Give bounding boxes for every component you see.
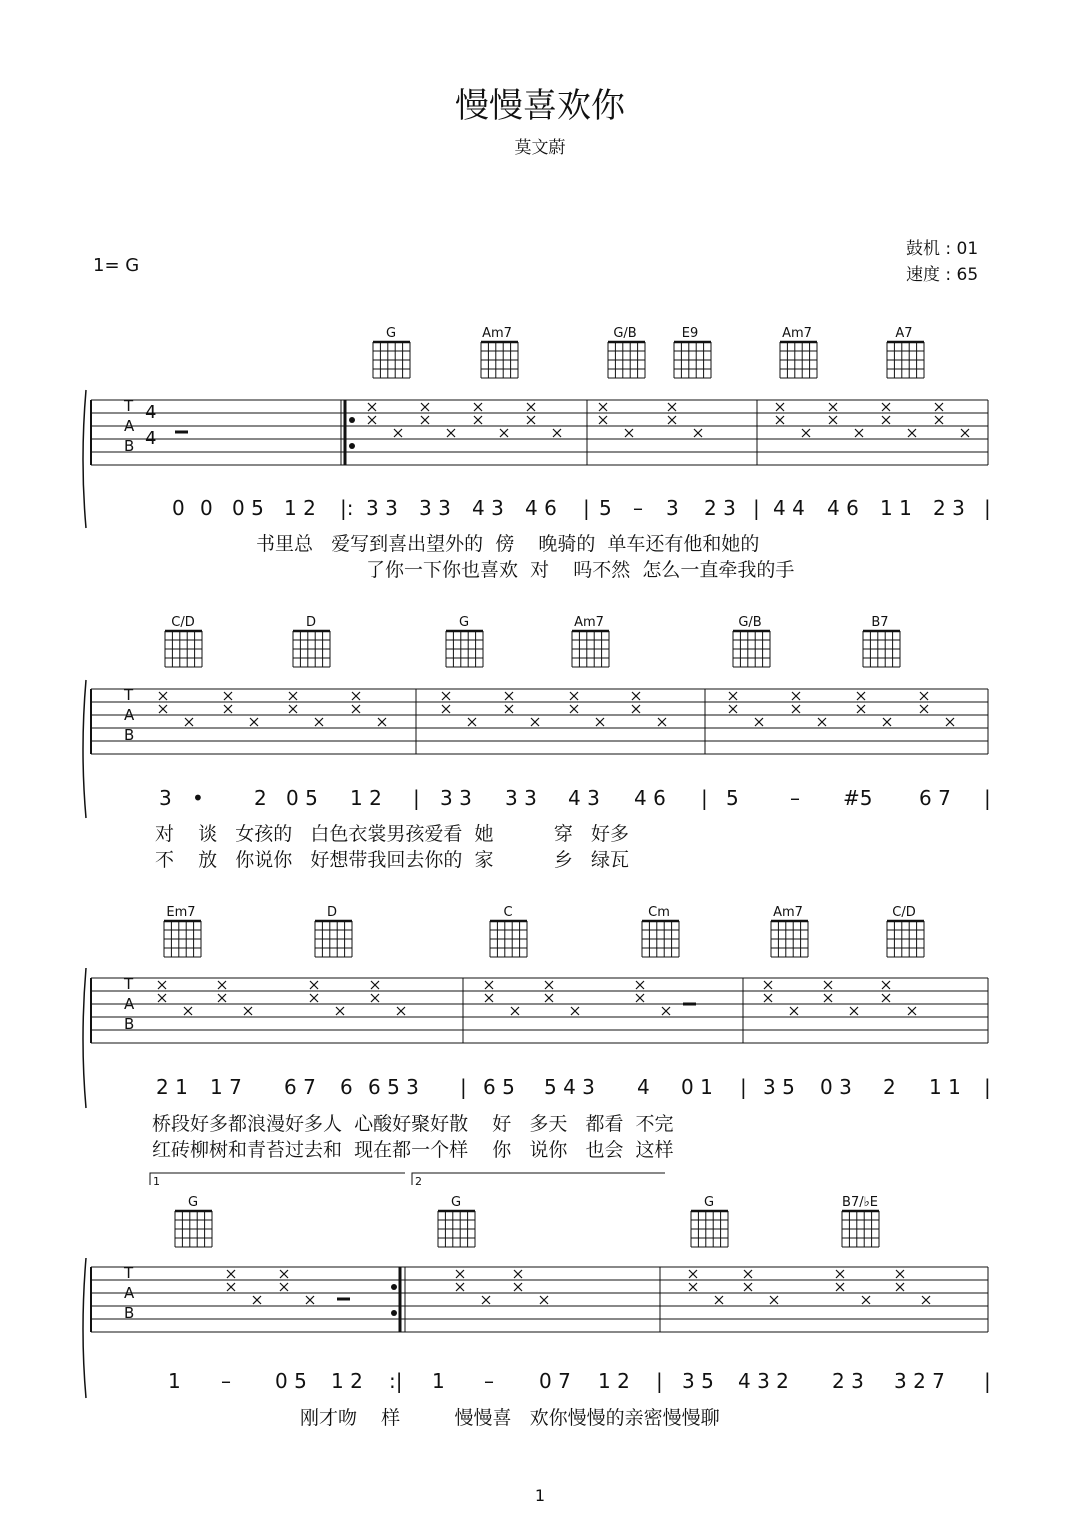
tab-letter-t: T xyxy=(124,975,134,993)
notation-measure: 2 3 xyxy=(933,496,965,520)
strum-x-mark xyxy=(882,981,890,989)
strum-x-mark xyxy=(159,705,167,713)
strum-x-mark xyxy=(792,692,800,700)
notation-measure: 1 2 xyxy=(598,1369,630,1393)
artist-name: 莫文蔚 xyxy=(514,138,566,158)
strum-x-mark xyxy=(824,994,832,1002)
page-number: 1 xyxy=(534,1486,546,1505)
strum-x-mark xyxy=(570,705,578,713)
lyrics-line: 书里总 爱写到喜出望外的 傍 晚骑的 单车还有他和她的 xyxy=(256,533,760,555)
strum-x-mark xyxy=(922,1296,930,1304)
strum-x-mark xyxy=(485,994,493,1002)
notation-measure: 4 xyxy=(637,1075,650,1099)
strum-x-mark xyxy=(218,994,226,1002)
notation-barline: | xyxy=(413,786,420,810)
notation-measure: 2 1 xyxy=(156,1075,188,1099)
notation-measure: 2 xyxy=(254,786,267,810)
notation-measure: 1 2 xyxy=(331,1369,363,1393)
strum-x-mark xyxy=(764,981,772,989)
strum-x-mark xyxy=(500,429,508,437)
volta-1-label: 1 xyxy=(153,1175,160,1188)
notation-measure: 0 1 xyxy=(681,1075,713,1099)
lyrics-line: 了你一下你也喜欢 对 吗不然 怎么一直牵我的手 xyxy=(366,559,795,581)
strum-x-mark xyxy=(511,1007,519,1015)
chord-diagram-grid xyxy=(490,921,527,957)
chord-name: Am7 xyxy=(482,326,512,341)
volta-2-label: 2 xyxy=(415,1175,422,1188)
chord-name: G xyxy=(458,615,470,630)
chord-diagram-grid xyxy=(642,921,679,957)
strum-x-mark xyxy=(158,994,166,1002)
notation-measure: 3 3 xyxy=(505,786,537,810)
notation-measure: 6 5 3 xyxy=(368,1075,419,1099)
strum-x-mark xyxy=(850,1007,858,1015)
strum-x-mark xyxy=(474,403,482,411)
tempo-label: 速度 : 65 xyxy=(906,265,979,285)
chord-name: Em7 xyxy=(166,905,196,920)
song-title: 慢慢喜欢你 xyxy=(455,86,625,126)
strum-x-mark xyxy=(280,1270,288,1278)
notation-measure: 4 3 2 xyxy=(738,1369,789,1393)
strum-x-mark xyxy=(862,1296,870,1304)
strum-x-mark xyxy=(368,416,376,424)
strum-x-mark xyxy=(378,718,386,726)
tab-letter-a: A xyxy=(124,706,135,724)
strum-x-mark xyxy=(527,416,535,424)
strum-x-mark xyxy=(668,403,676,411)
chord-diagram-grid xyxy=(863,631,900,667)
notation-measure: 0 5 xyxy=(275,1369,307,1393)
notation-measure: 4 4 xyxy=(773,496,805,520)
notation-barline: | xyxy=(753,496,760,520)
strum-x-mark xyxy=(836,1283,844,1291)
notation-barline: | xyxy=(984,1075,991,1099)
strum-x-mark xyxy=(599,416,607,424)
notation-measure: 5 xyxy=(599,496,612,520)
strum-x-mark xyxy=(421,416,429,424)
strum-x-mark xyxy=(336,1007,344,1015)
notation-measure: 6 7 xyxy=(284,1075,316,1099)
notation-barline: | xyxy=(701,786,708,810)
notation-measure: 0 xyxy=(172,496,185,520)
strum-x-mark xyxy=(158,981,166,989)
strum-x-mark xyxy=(625,429,633,437)
notation-measure: 0 xyxy=(200,496,213,520)
strum-x-mark xyxy=(836,1270,844,1278)
notation-measure: 3 xyxy=(666,496,679,520)
strum-x-mark xyxy=(540,1296,548,1304)
notation-measure: 5 xyxy=(726,786,739,810)
lyrics-line: 桥段好多都浪漫好多人 心酸好聚好散 好 多天 都看 不完 xyxy=(152,1113,674,1135)
strum-x-mark xyxy=(920,692,928,700)
notation-measure: 0 5 xyxy=(286,786,318,810)
lyrics-line: 对 谈 女孩的 白色衣裳男孩爱看 她 穿 好多 xyxy=(155,823,629,845)
strum-x-mark xyxy=(371,981,379,989)
notation-measure: 1 1 xyxy=(880,496,912,520)
notation-measure: 1 xyxy=(168,1369,181,1393)
lyrics-line: 刚才吻 样 慢慢喜 欢你慢慢的亲密慢慢聊 xyxy=(300,1407,720,1429)
strum-x-mark xyxy=(855,429,863,437)
strum-x-mark xyxy=(599,403,607,411)
notation-measure: 3 3 xyxy=(440,786,472,810)
chord-name: B7/♭E xyxy=(842,1195,878,1210)
strum-x-mark xyxy=(802,429,810,437)
tab-letter-a: A xyxy=(124,417,135,435)
strum-x-mark xyxy=(658,718,666,726)
chord-name: Am7 xyxy=(574,615,604,630)
chord-diagram-grid xyxy=(842,1211,879,1247)
tab-letter-t: T xyxy=(124,686,134,704)
strum-x-mark xyxy=(289,692,297,700)
notation-barline: | xyxy=(984,496,991,520)
strum-x-mark xyxy=(596,718,604,726)
lyrics-line: 红砖柳树和青苔过去和 现在都一个样 你 说你 也会 这样 xyxy=(152,1139,674,1161)
strum-x-mark xyxy=(514,1270,522,1278)
drum-machine-label: 鼓机 : 01 xyxy=(906,239,979,259)
notation-measure: 2 3 xyxy=(832,1369,864,1393)
strum-x-mark xyxy=(790,1007,798,1015)
notation-barline: | xyxy=(460,1075,467,1099)
strum-x-mark xyxy=(545,994,553,1002)
notation-measure: 6 7 xyxy=(919,786,951,810)
chord-diagram-grid xyxy=(446,631,483,667)
strum-x-mark xyxy=(818,718,826,726)
strum-x-mark xyxy=(394,429,402,437)
strum-x-mark xyxy=(857,705,865,713)
chord-name: G xyxy=(450,1195,462,1210)
chord-diagram-grid xyxy=(481,342,518,378)
strum-x-mark xyxy=(824,981,832,989)
chord-name: C xyxy=(503,905,513,920)
notation-measure: #5 xyxy=(843,786,873,810)
notation-measure: 1 7 xyxy=(210,1075,242,1099)
chord-name: E9 xyxy=(681,326,699,341)
key-signature: 1= G xyxy=(93,255,140,276)
notation-measure: – xyxy=(633,496,643,520)
chord-diagram-grid xyxy=(771,921,808,957)
strum-x-mark xyxy=(227,1283,235,1291)
strum-x-mark xyxy=(310,981,318,989)
strum-x-mark xyxy=(244,1007,252,1015)
chord-diagram-grid xyxy=(572,631,609,667)
notation-barline: | xyxy=(583,496,590,520)
chord-name: D xyxy=(326,905,338,920)
notation-barline: :| xyxy=(389,1369,403,1393)
strum-x-mark xyxy=(368,403,376,411)
strum-x-mark xyxy=(829,416,837,424)
chord-diagram-grid xyxy=(164,921,201,957)
chord-name: G/B xyxy=(738,615,762,630)
notation-measure: 4 3 xyxy=(472,496,504,520)
notation-measure: 0 3 xyxy=(820,1075,852,1099)
strum-x-mark xyxy=(553,429,561,437)
notation-measure: 5 4 3 xyxy=(544,1075,595,1099)
strum-x-mark xyxy=(715,1296,723,1304)
strum-x-mark xyxy=(744,1270,752,1278)
strum-x-mark xyxy=(315,718,323,726)
notation-measure: 1 2 xyxy=(284,496,316,520)
notation-measure: 4 6 xyxy=(827,496,859,520)
strum-x-mark xyxy=(632,692,640,700)
tab-letter-t: T xyxy=(124,397,134,415)
strum-x-mark xyxy=(250,718,258,726)
strum-x-mark xyxy=(946,718,954,726)
chord-diagram-grid xyxy=(733,631,770,667)
notation-measure: 2 xyxy=(883,1075,896,1099)
notation-measure: 6 5 xyxy=(483,1075,515,1099)
notation-measure: 0 7 xyxy=(539,1369,571,1393)
strum-x-mark xyxy=(882,403,890,411)
strum-x-mark xyxy=(882,416,890,424)
notation-measure: – xyxy=(790,786,800,810)
strum-x-mark xyxy=(829,403,837,411)
strum-x-mark xyxy=(908,1007,916,1015)
strum-x-mark xyxy=(505,692,513,700)
strum-x-mark xyxy=(227,1270,235,1278)
strum-x-mark xyxy=(474,416,482,424)
chord-name: A7 xyxy=(895,326,913,341)
notation-measure: 3 3 xyxy=(419,496,451,520)
strum-x-mark xyxy=(485,981,493,989)
strum-x-mark xyxy=(397,1007,405,1015)
notation-barline: |: xyxy=(340,496,354,520)
strum-x-mark xyxy=(935,416,943,424)
chord-diagram-grid xyxy=(780,342,817,378)
notation-measure: 3 2 7 xyxy=(894,1369,945,1393)
strum-x-mark xyxy=(882,994,890,1002)
strum-x-mark xyxy=(456,1283,464,1291)
notation-measure: 6 xyxy=(340,1075,353,1099)
strum-x-mark xyxy=(668,416,676,424)
chord-diagram-grid xyxy=(165,631,202,667)
strum-x-mark xyxy=(694,429,702,437)
chord-diagram-grid xyxy=(438,1211,475,1247)
strum-x-mark xyxy=(571,1007,579,1015)
chord-diagram-grid xyxy=(315,921,352,957)
notation-measure: – xyxy=(221,1369,231,1393)
chord-diagram-grid xyxy=(691,1211,728,1247)
strum-x-mark xyxy=(442,705,450,713)
strum-x-mark xyxy=(744,1283,752,1291)
tab-letter-a: A xyxy=(124,995,135,1013)
strum-x-mark xyxy=(514,1283,522,1291)
chord-diagram-grid xyxy=(887,342,924,378)
notation-measure: 4 6 xyxy=(525,496,557,520)
strum-x-mark xyxy=(468,718,476,726)
notation-measure: 3 3 xyxy=(366,496,398,520)
strum-x-mark xyxy=(755,718,763,726)
chord-name: Am7 xyxy=(782,326,812,341)
strum-x-mark xyxy=(421,403,429,411)
notation-measure: 0 5 xyxy=(232,496,264,520)
notation-measure: 4 3 xyxy=(568,786,600,810)
strum-x-mark xyxy=(447,429,455,437)
strum-x-mark xyxy=(310,994,318,1002)
strum-x-mark xyxy=(352,692,360,700)
notation-barline: | xyxy=(656,1369,663,1393)
strum-x-mark xyxy=(662,1007,670,1015)
strum-x-mark xyxy=(935,403,943,411)
strum-x-mark xyxy=(371,994,379,1002)
strum-x-mark xyxy=(280,1283,288,1291)
notation-measure: – xyxy=(484,1369,494,1393)
chord-diagram-grid xyxy=(608,342,645,378)
strum-x-mark xyxy=(289,705,297,713)
chord-name: G xyxy=(703,1195,715,1210)
notation-measure: 3 xyxy=(159,786,172,810)
chord-name: G xyxy=(187,1195,199,1210)
notation-barline: | xyxy=(740,1075,747,1099)
strum-x-mark xyxy=(159,692,167,700)
strum-x-mark xyxy=(527,403,535,411)
chord-name: Am7 xyxy=(773,905,803,920)
strum-x-mark xyxy=(456,1270,464,1278)
chord-diagram-grid xyxy=(293,631,330,667)
strum-x-mark xyxy=(896,1270,904,1278)
lyrics-line: 不 放 你说你 好想带我回去你的 家 乡 绿瓦 xyxy=(155,849,629,871)
strum-x-mark xyxy=(896,1283,904,1291)
strum-x-mark xyxy=(776,403,784,411)
chord-diagram-grid xyxy=(887,921,924,957)
strum-x-mark xyxy=(531,718,539,726)
strum-x-mark xyxy=(253,1296,261,1304)
strum-x-mark xyxy=(482,1296,490,1304)
strum-x-mark xyxy=(505,705,513,713)
strum-x-mark xyxy=(632,705,640,713)
chord-name: C/D xyxy=(171,615,195,630)
strum-x-mark xyxy=(636,981,644,989)
notation-barline: | xyxy=(984,786,991,810)
strum-x-mark xyxy=(352,705,360,713)
strum-x-mark xyxy=(883,718,891,726)
notation-measure: 3 5 xyxy=(763,1075,795,1099)
strum-x-mark xyxy=(792,705,800,713)
strum-x-mark xyxy=(224,692,232,700)
notation-measure: 2 3 xyxy=(704,496,736,520)
strum-x-mark xyxy=(636,994,644,1002)
notation-measure: • xyxy=(192,786,204,810)
chord-diagram-grid xyxy=(175,1211,212,1247)
chord-diagram-grid xyxy=(373,342,410,378)
notation-measure: 1 2 xyxy=(350,786,382,810)
strum-x-mark xyxy=(224,705,232,713)
strum-x-mark xyxy=(689,1270,697,1278)
strum-x-mark xyxy=(908,429,916,437)
notation-measure: 3 5 xyxy=(682,1369,714,1393)
notation-measure: 4 6 xyxy=(634,786,666,810)
strum-x-mark xyxy=(306,1296,314,1304)
chord-name: B7 xyxy=(871,615,889,630)
strum-x-mark xyxy=(185,718,193,726)
strum-x-mark xyxy=(729,692,737,700)
strum-x-mark xyxy=(770,1296,778,1304)
strum-x-mark xyxy=(218,981,226,989)
strum-x-mark xyxy=(689,1283,697,1291)
chord-name: G/B xyxy=(613,326,637,341)
tab-letter-b: B xyxy=(124,437,135,455)
chord-diagram-grid xyxy=(674,342,711,378)
strum-x-mark xyxy=(729,705,737,713)
strum-x-mark xyxy=(764,994,772,1002)
chord-name: D xyxy=(305,615,317,630)
strum-x-mark xyxy=(776,416,784,424)
strum-x-mark xyxy=(545,981,553,989)
time-signature-top: 4 xyxy=(145,402,157,423)
tab-letter-b: B xyxy=(124,1304,135,1322)
chord-name: C/D xyxy=(892,905,916,920)
chord-name: Cm xyxy=(648,905,670,920)
notation-barline: | xyxy=(984,1369,991,1393)
chord-name: G xyxy=(385,326,397,341)
tab-letter-t: T xyxy=(124,1264,134,1282)
strum-x-mark xyxy=(570,692,578,700)
strum-x-mark xyxy=(184,1007,192,1015)
tab-letter-a: A xyxy=(124,1284,135,1302)
tab-letter-b: B xyxy=(124,1015,135,1033)
time-signature-bottom: 4 xyxy=(145,428,157,449)
strum-x-mark xyxy=(442,692,450,700)
notation-measure: 1 xyxy=(432,1369,445,1393)
chord-diagrams xyxy=(164,342,924,1247)
strum-x-mark xyxy=(920,705,928,713)
strum-x-mark xyxy=(857,692,865,700)
strum-x-mark xyxy=(961,429,969,437)
notation-measure: 1 1 xyxy=(929,1075,961,1099)
tab-letter-b: B xyxy=(124,726,135,744)
